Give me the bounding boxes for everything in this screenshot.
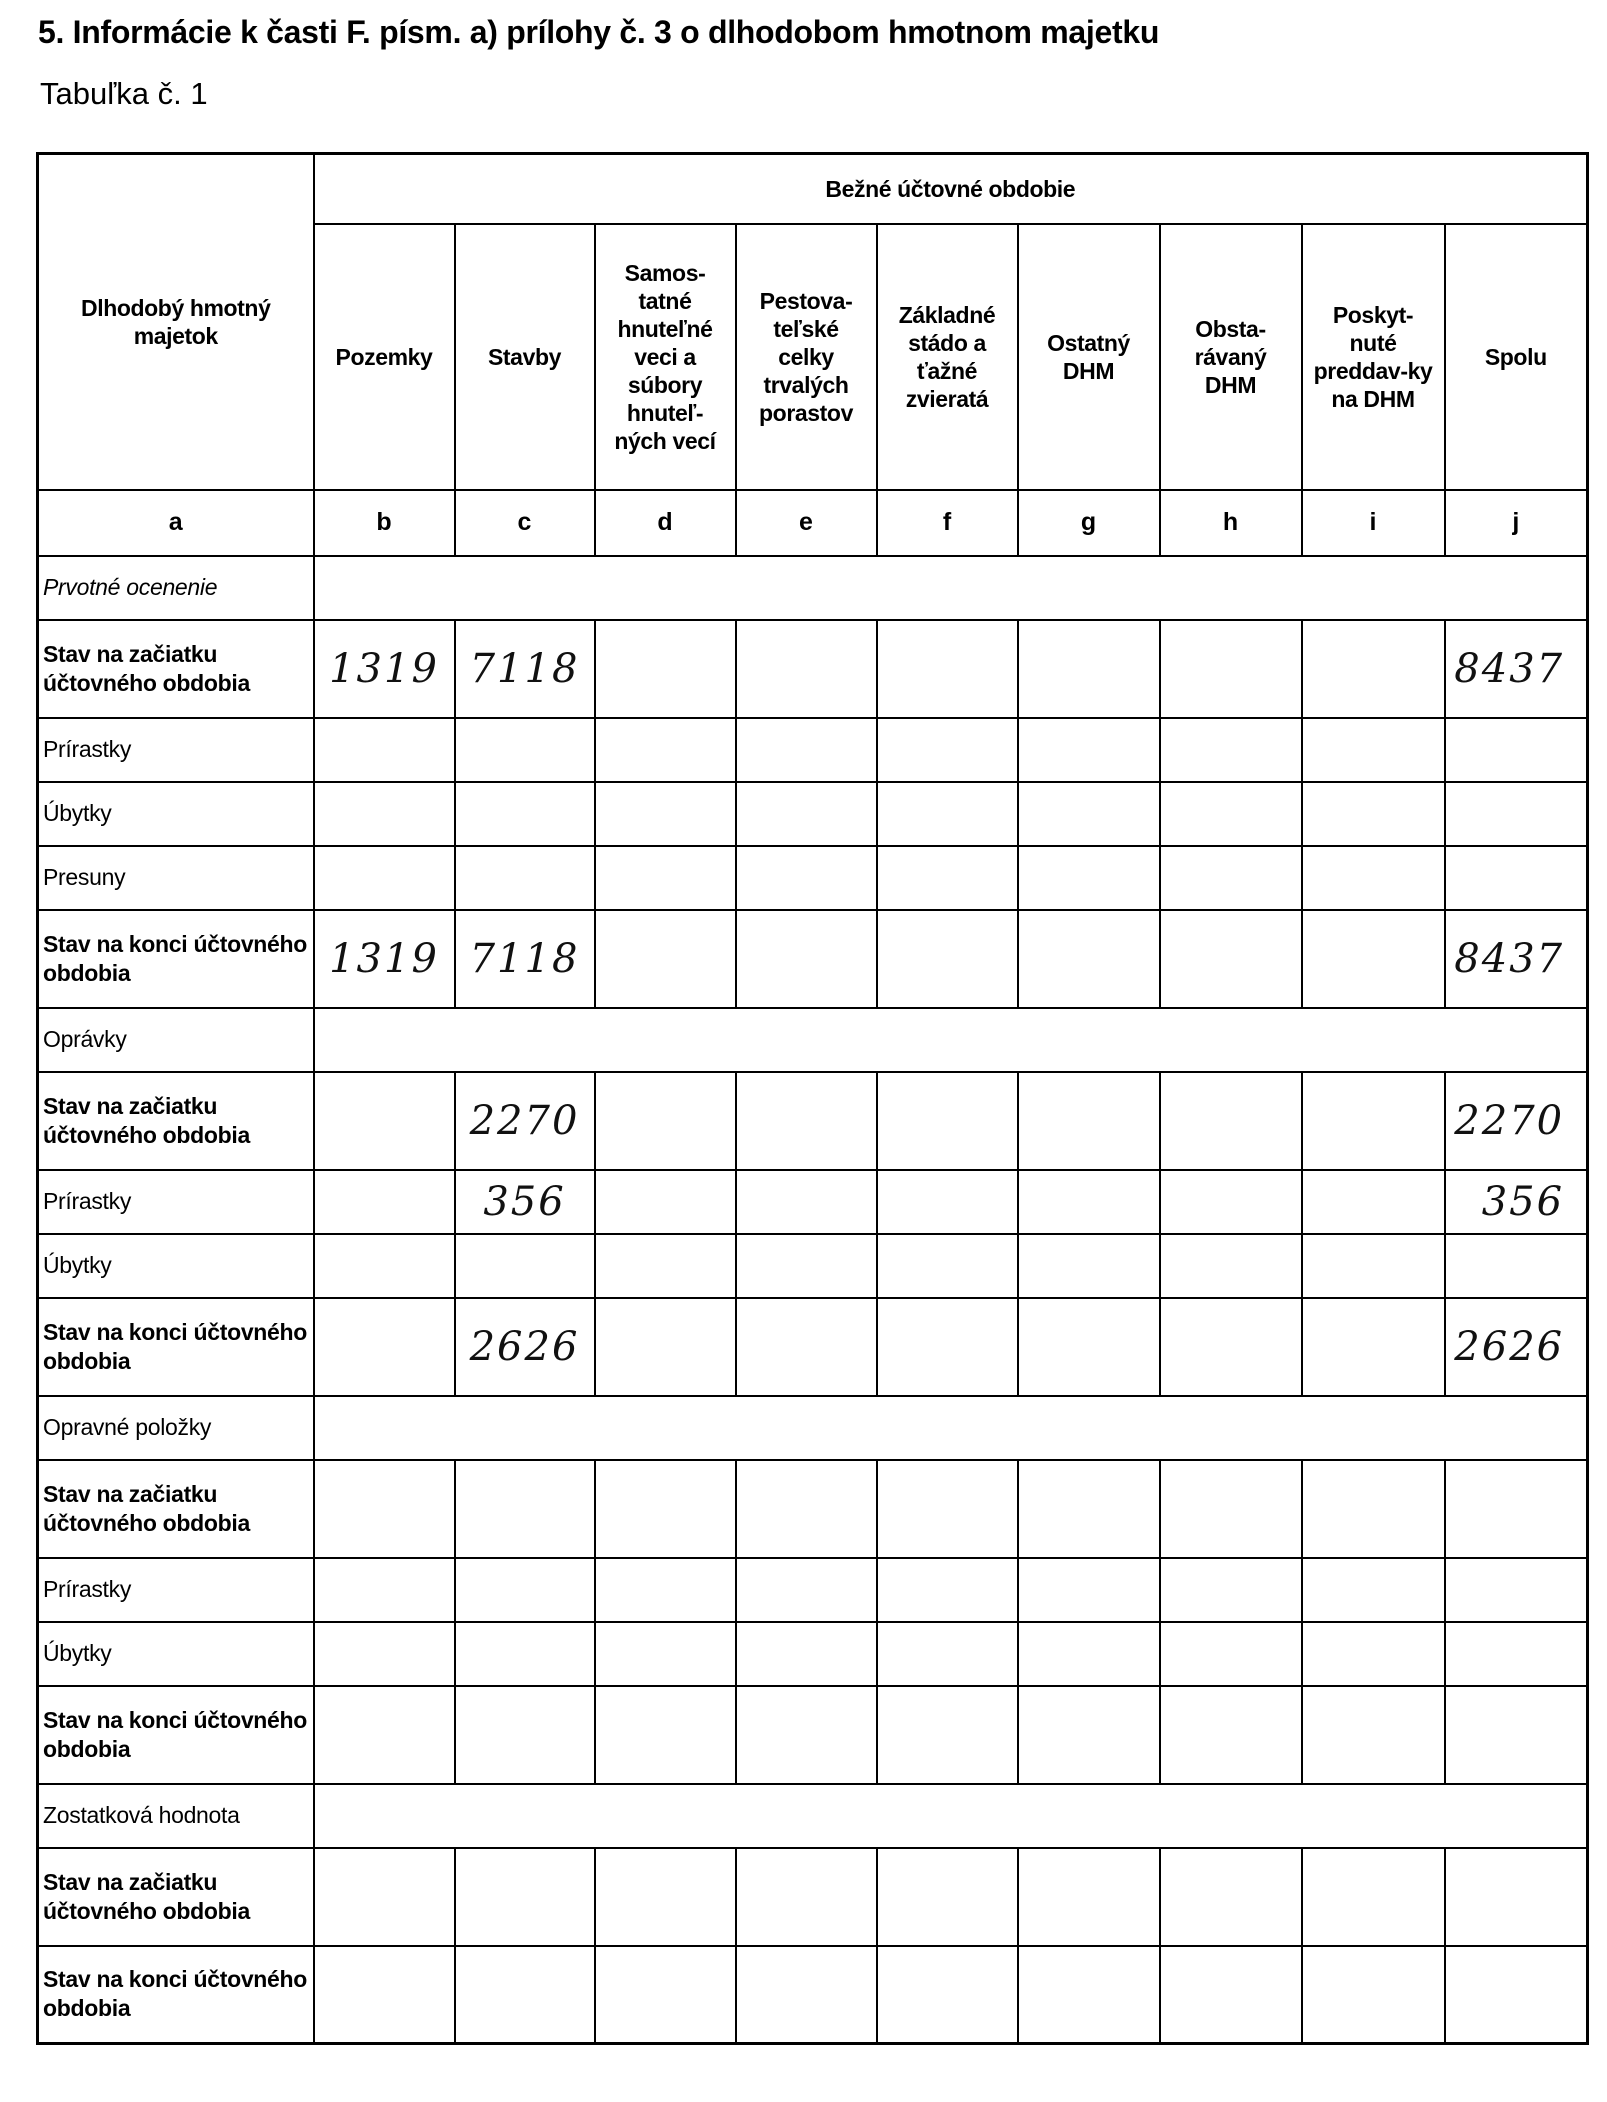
value-cell (1302, 1234, 1445, 1298)
value-cell (736, 1848, 877, 1946)
value-cell (1018, 846, 1160, 910)
row-label: Stav na začiatku účtovného obdobia (38, 1460, 314, 1558)
column-header: Stavby (455, 224, 595, 490)
table-row (38, 1072, 1588, 1170)
value-cell (455, 1558, 595, 1622)
value-cell (736, 910, 877, 1008)
value-cell (1160, 1686, 1302, 1784)
table-row (38, 1622, 1588, 1686)
value-cell (1018, 1686, 1160, 1784)
column-letter: j (1445, 490, 1588, 556)
value-cell (736, 1622, 877, 1686)
value-cell (314, 1298, 455, 1396)
column-header: Spolu (1445, 224, 1588, 490)
value-cell (595, 846, 736, 910)
value-cell: 8437 (1445, 620, 1588, 718)
value-cell (877, 846, 1018, 910)
value-cell (1302, 718, 1445, 782)
row-label: Úbytky (38, 1622, 314, 1686)
value-cell (736, 1686, 877, 1784)
value-cell (877, 1298, 1018, 1396)
value-cell (736, 718, 877, 782)
value-cell (1160, 620, 1302, 718)
row-label: Prírastky (38, 1170, 314, 1234)
value-cell (595, 782, 736, 846)
value-cell (877, 1460, 1018, 1558)
value-cell (736, 1558, 877, 1622)
column-letter: h (1160, 490, 1302, 556)
value-cell (1302, 846, 1445, 910)
value-cell (1302, 1170, 1445, 1234)
value-cell (1445, 1558, 1588, 1622)
column-letter: e (736, 490, 877, 556)
value-cell: 1319 (314, 620, 455, 718)
table-row (38, 782, 1588, 846)
column-header: Pozemky (314, 224, 455, 490)
value-cell (877, 620, 1018, 718)
column-header: Pestova-teľské celky trvalých porastov (736, 224, 877, 490)
section-blank (314, 1396, 1588, 1460)
column-letter: i (1302, 490, 1445, 556)
table-row (38, 620, 1588, 718)
value-cell (1018, 782, 1160, 846)
value-cell: 356 (455, 1170, 595, 1234)
column-header: Ostatný DHM (1018, 224, 1160, 490)
table-row (38, 1558, 1588, 1622)
row-label: Stav na začiatku účtovného obdobia (38, 620, 314, 718)
section-label: Oprávky (38, 1008, 314, 1072)
value-cell (1445, 718, 1588, 782)
value-cell (1302, 1622, 1445, 1686)
value-cell (1302, 1298, 1445, 1396)
value-cell (1445, 1622, 1588, 1686)
value-cell (595, 1558, 736, 1622)
value-cell (595, 910, 736, 1008)
value-cell (314, 1558, 455, 1622)
table-row (38, 1946, 1588, 2044)
value-cell (1445, 846, 1588, 910)
column-letter: a (38, 490, 314, 556)
value-cell (1302, 782, 1445, 846)
value-cell (1160, 1946, 1302, 2044)
value-cell (1302, 620, 1445, 718)
value-cell (595, 1170, 736, 1234)
column-letter: d (595, 490, 736, 556)
section-blank (314, 1784, 1588, 1848)
value-cell: 2270 (1445, 1072, 1588, 1170)
value-cell (1445, 1460, 1588, 1558)
value-cell (314, 1170, 455, 1234)
column-header: Základné stádo a ťažné zvieratá (877, 224, 1018, 490)
row-label: Stav na začiatku účtovného obdobia (38, 1072, 314, 1170)
value-cell (1160, 1298, 1302, 1396)
value-cell (314, 718, 455, 782)
section-label: Prvotné ocenenie (38, 556, 314, 620)
value-cell (1445, 1946, 1588, 2044)
value-cell (1018, 1298, 1160, 1396)
table-caption: Tabuľka č. 1 (40, 76, 208, 111)
value-cell (1445, 782, 1588, 846)
value-cell (736, 846, 877, 910)
value-cell (455, 1686, 595, 1784)
value-cell (877, 1170, 1018, 1234)
page-title: 5. Informácie k časti F. písm. a) prílohy č. 3 o dlhodobom hmotnom majetku (38, 14, 1160, 50)
column-letter: b (314, 490, 455, 556)
value-cell: 2270 (455, 1072, 595, 1170)
table-row (38, 1460, 1588, 1558)
section-blank (314, 556, 1588, 620)
value-cell (455, 782, 595, 846)
table-row (38, 1170, 1588, 1234)
row-label: Stav na konci účtovného obdobia (38, 910, 314, 1008)
value-cell (1018, 910, 1160, 1008)
table-row (38, 1848, 1588, 1946)
row-label: Prírastky (38, 1558, 314, 1622)
value-cell (595, 1072, 736, 1170)
column-header: Poskyt-nuté preddav-ky na DHM (1302, 224, 1445, 490)
value-cell (1018, 1234, 1160, 1298)
value-cell (877, 1072, 1018, 1170)
value-cell (314, 1686, 455, 1784)
value-cell (877, 1558, 1018, 1622)
column-letter: g (1018, 490, 1160, 556)
value-cell (877, 1622, 1018, 1686)
section-label: Opravné položky (38, 1396, 314, 1460)
value-cell (595, 1234, 736, 1298)
value-cell (736, 1460, 877, 1558)
value-cell: 1319 (314, 910, 455, 1008)
value-cell (1018, 1460, 1160, 1558)
value-cell (1160, 1622, 1302, 1686)
value-cell (455, 1946, 595, 2044)
section-blank (314, 1008, 1588, 1072)
value-cell (1160, 1558, 1302, 1622)
table-row (38, 846, 1588, 910)
value-cell (314, 1946, 455, 2044)
value-cell (877, 1686, 1018, 1784)
value-cell (1160, 846, 1302, 910)
value-cell (1302, 1946, 1445, 2044)
value-cell (1445, 1848, 1588, 1946)
value-cell (595, 1848, 736, 1946)
value-cell (877, 782, 1018, 846)
value-cell (1160, 1170, 1302, 1234)
column-header: Samos-tatné hnuteľné veci a súbory hnuteľ-ných vecí (595, 224, 736, 490)
value-cell (314, 846, 455, 910)
value-cell (736, 1298, 877, 1396)
value-cell (1018, 718, 1160, 782)
value-cell (314, 1234, 455, 1298)
section-row (38, 556, 1588, 620)
value-cell (877, 1848, 1018, 1946)
value-cell (1018, 1848, 1160, 1946)
value-cell (877, 1946, 1018, 2044)
section-row (38, 1008, 1588, 1072)
value-cell: 8437 (1445, 910, 1588, 1008)
row-label: Stav na konci účtovného obdobia (38, 1946, 314, 2044)
value-cell (736, 1072, 877, 1170)
value-cell (1018, 620, 1160, 718)
value-cell (1160, 1460, 1302, 1558)
value-cell (314, 1622, 455, 1686)
table-row (38, 718, 1588, 782)
value-cell (1302, 1558, 1445, 1622)
value-cell (736, 620, 877, 718)
value-cell (455, 1234, 595, 1298)
value-cell (314, 1848, 455, 1946)
value-cell: 7118 (455, 910, 595, 1008)
value-cell (314, 1072, 455, 1170)
column-letter: c (455, 490, 595, 556)
value-cell (455, 718, 595, 782)
value-cell: 2626 (1445, 1298, 1588, 1396)
row-label: Stav na konci účtovného obdobia (38, 1298, 314, 1396)
value-cell (1302, 1072, 1445, 1170)
value-cell (455, 1622, 595, 1686)
value-cell (1160, 1848, 1302, 1946)
section-row (38, 1396, 1588, 1460)
value-cell (1018, 1170, 1160, 1234)
column-letter: f (877, 490, 1018, 556)
value-cell (1302, 1460, 1445, 1558)
value-cell: 7118 (455, 620, 595, 718)
value-cell (1302, 910, 1445, 1008)
value-cell (877, 910, 1018, 1008)
value-cell (595, 1946, 736, 2044)
value-cell (1160, 1072, 1302, 1170)
fixed-assets-table (36, 152, 1589, 2045)
value-cell (455, 1460, 595, 1558)
value-cell (736, 1170, 877, 1234)
value-cell (1160, 1234, 1302, 1298)
value-cell (595, 718, 736, 782)
value-cell (1302, 1686, 1445, 1784)
row-label: Prírastky (38, 718, 314, 782)
value-cell (877, 718, 1018, 782)
table-row (38, 1686, 1588, 1784)
value-cell (595, 1622, 736, 1686)
table-row (38, 910, 1588, 1008)
value-cell (1160, 718, 1302, 782)
value-cell (595, 1460, 736, 1558)
row-label: Stav na začiatku účtovného obdobia (38, 1848, 314, 1946)
value-cell (595, 1686, 736, 1784)
value-cell (314, 782, 455, 846)
value-cell (595, 620, 736, 718)
value-cell (1160, 910, 1302, 1008)
value-cell (1018, 1622, 1160, 1686)
table-row (38, 1298, 1588, 1396)
value-cell (455, 1848, 595, 1946)
value-cell (1018, 1072, 1160, 1170)
value-cell (1018, 1558, 1160, 1622)
value-cell: 356 (1445, 1170, 1588, 1234)
value-cell (1160, 782, 1302, 846)
row-label: Úbytky (38, 1234, 314, 1298)
section-row (38, 1784, 1588, 1848)
value-cell (1302, 1848, 1445, 1946)
row-header-label: Dlhodobý hmotný majetok (38, 154, 314, 490)
section-label: Zostatková hodnota (38, 1784, 314, 1848)
column-header: Obsta-rávaný DHM (1160, 224, 1302, 490)
value-cell: 2626 (455, 1298, 595, 1396)
row-label: Stav na konci účtovného obdobia (38, 1686, 314, 1784)
value-cell (877, 1234, 1018, 1298)
value-cell (736, 1234, 877, 1298)
table-row (38, 1234, 1588, 1298)
value-cell (1445, 1686, 1588, 1784)
value-cell (595, 1298, 736, 1396)
value-cell (736, 782, 877, 846)
value-cell (1018, 1946, 1160, 2044)
value-cell (1445, 1234, 1588, 1298)
value-cell (455, 846, 595, 910)
row-label: Presuny (38, 846, 314, 910)
value-cell (314, 1460, 455, 1558)
group-header: Bežné účtovné obdobie (314, 154, 1588, 224)
value-cell (736, 1946, 877, 2044)
row-label: Úbytky (38, 782, 314, 846)
